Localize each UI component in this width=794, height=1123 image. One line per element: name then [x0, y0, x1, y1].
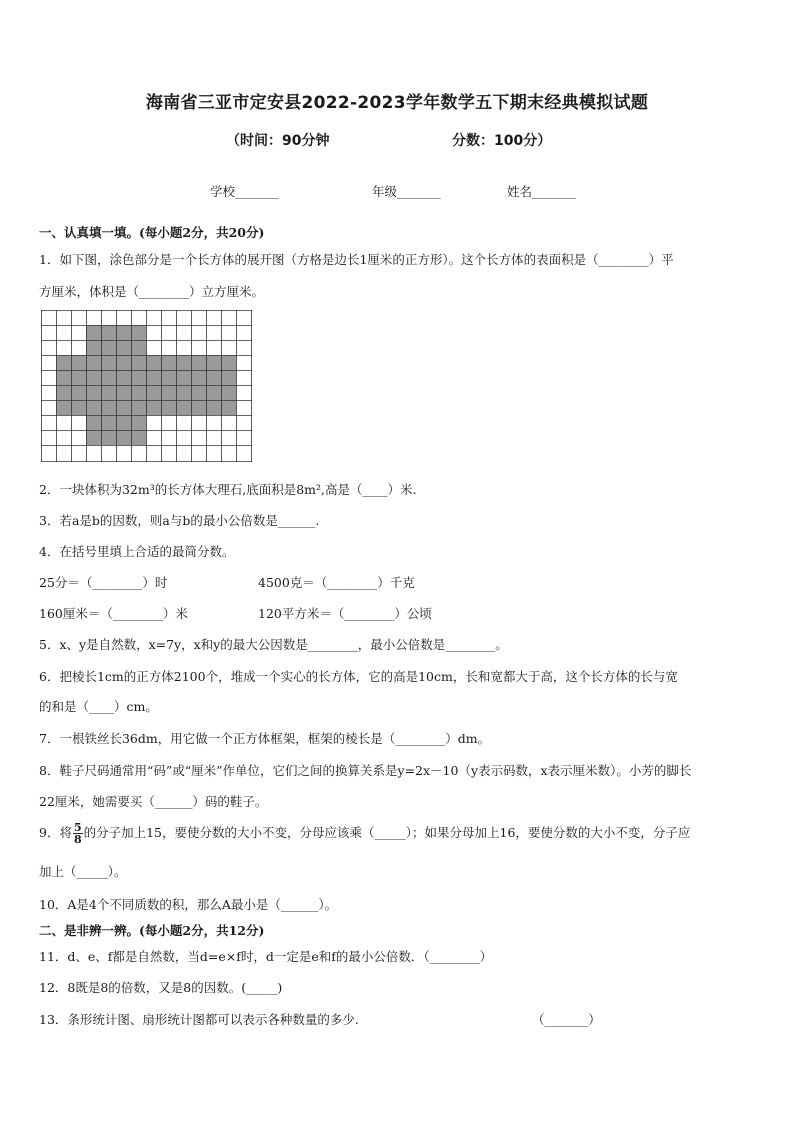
- q9-fraction-denominator: 8: [73, 833, 82, 846]
- q12: 12．8既是8的倍数，又是8的因数。(_____): [39, 980, 283, 995]
- q1-line1: 1．如下图，涂色部分是一个长方体的展开图（方格是边长1厘米的正方形）。这个长方体的表面积是（________）平: [39, 252, 674, 267]
- name-field: 姓名_______: [507, 184, 576, 199]
- q4-a: 25分＝（________）时: [39, 575, 168, 590]
- q13-blank: （_______）: [532, 1012, 601, 1027]
- q4-d: 120平方米＝（________）公顷: [258, 606, 432, 621]
- score-label: 分数：100分）: [452, 133, 552, 149]
- q9-line1: [39, 822, 690, 845]
- q9-line2: 加上（_____）。: [39, 864, 127, 879]
- q6-line1: 6．把棱长1cm的正方体2100个，堆成一个实心的长方体，它的高是10cm，长和宽都大于高，这个长方体的长与宽: [39, 669, 678, 684]
- q13: 13．条形统计图、扇形统计图都可以表示各种数量的多少.: [39, 1012, 359, 1027]
- grade-field: 年级_______: [372, 184, 441, 199]
- page-title: 海南省三亚市定安县2022-2023学年数学五下期末经典模拟试题: [145, 93, 649, 113]
- school-field: 学校_______: [210, 184, 279, 199]
- q2: 2．一块体积为32m³的长方体大理石,底面积是8m²,高是（____）米.: [39, 482, 417, 497]
- q9-rest: 的分子加上15，要使分数的大小不变，分母应该乘（_____）；如果分母加上16，要使分数的大小不变，分子应: [83, 825, 691, 840]
- q7: 7．一根铁丝长36dm，用它做一个正方体框架，框架的棱长是（________）dm。: [39, 731, 491, 746]
- q6-line2: 的和是（____）cm。: [39, 699, 158, 714]
- time-label: （时间：90分钟: [226, 133, 330, 149]
- q4-b: 4500克＝（________）千克: [258, 575, 415, 590]
- section1-heading: 一、认真填一填。(每小题2分，共20分): [39, 225, 265, 240]
- q8-line2: 22厘米，她需要买（______）码的鞋子。: [39, 794, 268, 809]
- q3: 3．若a是b的因数，则a与b的最小公倍数是______.: [39, 513, 320, 528]
- q9-prefix: 9．将: [39, 825, 72, 840]
- q5: 5．x、y是自然数，x=7y，x和y的最大公因数是________，最小公倍数是________。: [39, 637, 508, 652]
- net-bottom-face: [86, 415, 146, 445]
- q10: 10．A是4个不同质数的积，那么A最小是（______）。: [39, 897, 338, 912]
- net-top-face: [86, 325, 146, 355]
- shaded-net: [56, 325, 236, 445]
- q4: 4．在括号里填上合适的最简分数。: [39, 544, 235, 559]
- section2-heading: 二、是非辨一辨。(每小题2分，共12分): [39, 923, 265, 938]
- q11: 11．d、e、f都是自然数，当d=e×f时，d一定是e和f的最小公倍数．（________）: [39, 949, 493, 964]
- q4-c: 160厘米＝（________）米: [39, 606, 188, 621]
- net-middle-band: [56, 355, 236, 415]
- q1-line2: 方厘米，体积是（________）立方厘米。: [39, 284, 265, 299]
- q9-fraction-numerator: 5: [73, 821, 82, 834]
- net-grid-figure: [41, 310, 253, 464]
- q8-line1: 8．鞋子尺码通常用“码”或“厘米”作单位，它们之间的换算关系是y=2x－10（y表示码数，x表示厘米数）。小芳的脚长: [39, 763, 692, 778]
- q9-fraction: [73, 822, 83, 845]
